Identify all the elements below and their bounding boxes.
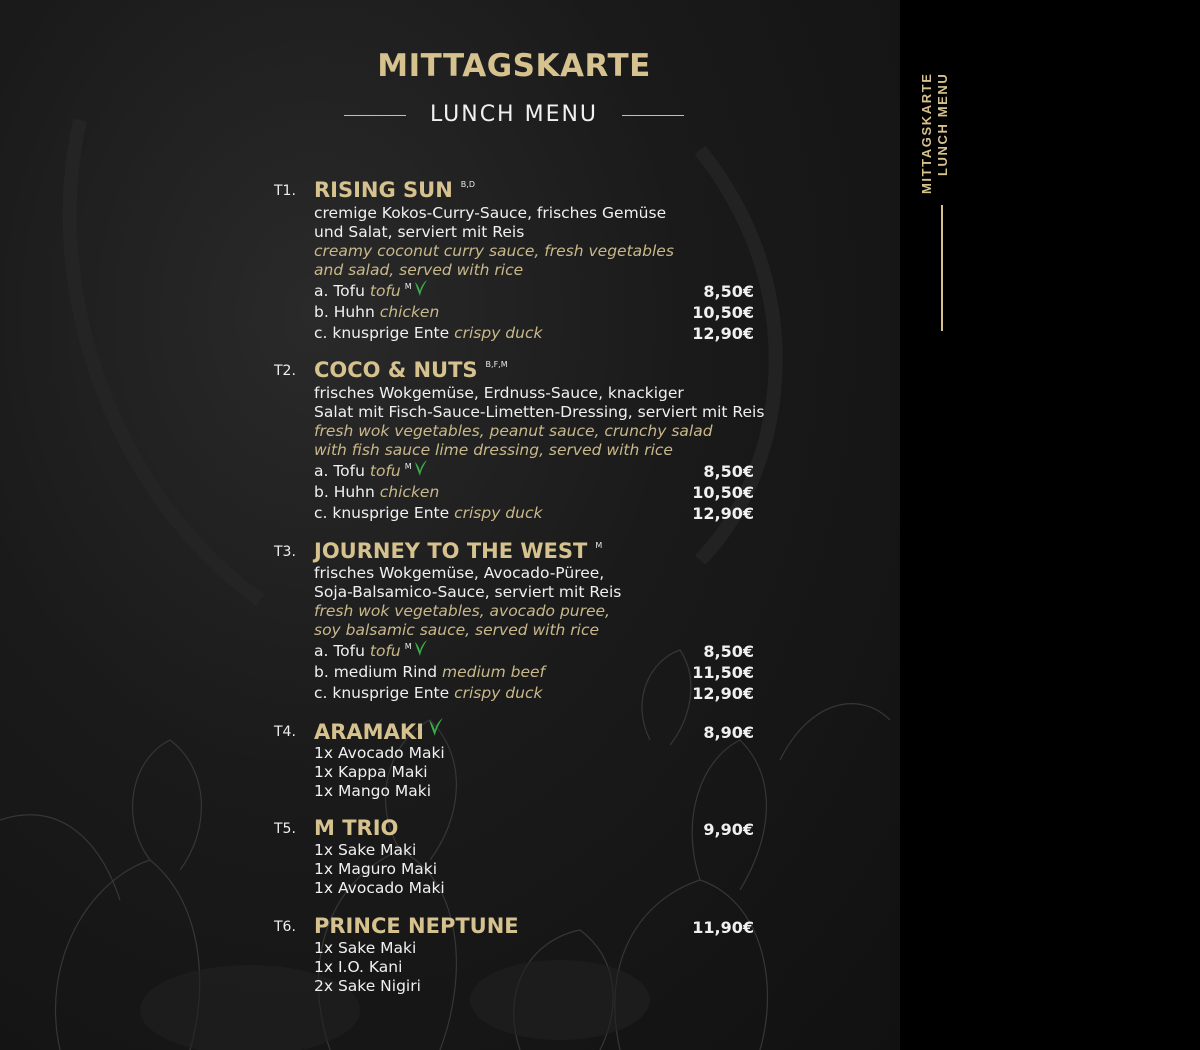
option-label-de: b. medium Rind (314, 663, 438, 681)
item-description-en: creamy coconut curry sauce, fresh vegetables (314, 242, 674, 260)
item-content-line: 1x Sake Maki (314, 939, 417, 957)
item-content-line: 2x Sake Nigiri (314, 977, 421, 995)
item-content-line: 1x Sake Maki (314, 841, 417, 859)
item-number: T6. (274, 919, 296, 935)
menu-item-t6 (274, 914, 754, 999)
option-label-en: chicken (379, 483, 440, 501)
subtitle-block (344, 100, 684, 130)
item-name (314, 816, 398, 840)
vegan-leaf-icon (428, 717, 444, 742)
item-name-text: ARAMAKI (314, 720, 424, 744)
menu-item-t2 (274, 358, 765, 528)
item-description-de: Salat mit Fisch-Sauce-Limetten-Dressing, serviert mit Reis (314, 403, 765, 421)
item-description-de: frisches Wokgemüse, Avocado-Püree, (314, 564, 605, 582)
menu-option (314, 462, 754, 482)
item-name (314, 358, 508, 382)
item-content-line: 1x Maguro Maki (314, 860, 438, 878)
option-price: 12,90€ (692, 684, 754, 703)
item-description-en: soy balsamic sauce, served with rice (314, 621, 600, 639)
option-label-en: crispy duck (454, 504, 543, 522)
item-description-de: Soja-Balsamico-Sauce, serviert mit Reis (314, 583, 622, 601)
option-label-de: b. Huhn (314, 483, 375, 501)
item-content-line: 1x Avocado Maki (314, 879, 445, 897)
item-description-de: cremige Kokos-Curry-Sauce, frisches Gemüse (314, 204, 667, 222)
option-label-de: c. knusprige Ente (314, 684, 450, 702)
item-number: T1. (274, 183, 296, 199)
option-price: 12,90€ (692, 324, 754, 343)
side-title-line1: MITTAGSKARTE (919, 72, 934, 194)
subtitle-rule-right (622, 115, 684, 116)
item-name-text: PRINCE NEPTUNE (314, 914, 519, 938)
item-description-de: frisches Wokgemüse, Erdnuss-Sauce, knackiger (314, 384, 684, 402)
option-price: 12,90€ (692, 504, 754, 523)
menu-option (314, 642, 754, 662)
vegan-leaf-icon (414, 639, 428, 661)
item-name (314, 719, 444, 744)
page-title: MITTAGSKARTE (377, 48, 651, 84)
menu-option (314, 303, 754, 323)
item-content-line: 1x Avocado Maki (314, 744, 445, 762)
item-number: T5. (274, 821, 296, 837)
menu-option (314, 483, 754, 503)
option-label-de: b. Huhn (314, 303, 375, 321)
item-name-text: RISING SUN (314, 178, 453, 202)
option-label-de: c. knusprige Ente (314, 504, 450, 522)
item-content-line: 1x Mango Maki (314, 782, 432, 800)
allergen-codes: B,D (460, 180, 475, 189)
item-price: 8,90€ (703, 723, 754, 742)
menu-option (314, 504, 754, 524)
option-price: 8,50€ (703, 462, 754, 481)
option-price: 10,50€ (692, 303, 754, 322)
allergen-codes: M (595, 541, 603, 550)
option-label-de: a. Tofu (314, 642, 365, 660)
item-name-text: COCO & NUTS (314, 358, 478, 382)
menu-item-t4 (274, 719, 754, 804)
option-label-en: crispy duck (454, 324, 543, 342)
menu-option (314, 282, 754, 302)
side-title-line2: LUNCH MENU (935, 72, 950, 176)
option-label-de: a. Tofu (314, 282, 365, 300)
item-number: T2. (274, 363, 296, 379)
item-price: 11,90€ (692, 918, 754, 937)
option-label-de: a. Tofu (314, 462, 365, 480)
item-number: T4. (274, 724, 296, 740)
allergen-codes: B,F,M (485, 360, 508, 369)
menu-item-t3 (274, 539, 754, 709)
option-price: 10,50€ (692, 483, 754, 502)
side-vertical-title (915, 48, 955, 198)
allergen-code: M (404, 462, 412, 471)
option-label-en: chicken (379, 303, 440, 321)
option-price: 8,50€ (703, 282, 754, 301)
option-label-en: tofu (369, 642, 401, 660)
item-description-en: fresh wok vegetables, avocado puree, (314, 602, 610, 620)
side-divider (941, 205, 943, 331)
menu-option (314, 663, 754, 683)
item-name-text: M TRIO (314, 816, 399, 840)
vegan-leaf-icon (414, 279, 428, 301)
menu-option (314, 684, 754, 704)
item-number: T3. (274, 544, 296, 560)
item-description-en: with fish sauce lime dressing, served with rice (314, 441, 673, 459)
item-name (314, 178, 475, 202)
option-label-en: crispy duck (454, 684, 543, 702)
item-name (314, 539, 602, 563)
option-label-en: medium beef (442, 663, 545, 681)
menu-item-t1 (274, 178, 754, 348)
item-name-text: JOURNEY TO THE WEST (314, 539, 588, 563)
menu-option (314, 324, 754, 344)
item-price: 9,90€ (703, 820, 754, 839)
option-label-en: tofu (369, 282, 401, 300)
allergen-code: M (404, 642, 412, 651)
item-name (314, 914, 519, 938)
page-subtitle: LUNCH MENU (429, 102, 599, 127)
allergen-code: M (404, 282, 412, 291)
item-description-en: fresh wok vegetables, peanut sauce, crunchy salad (314, 422, 713, 440)
item-content-line: 1x Kappa Maki (314, 763, 428, 781)
option-price: 11,50€ (692, 663, 754, 682)
vegan-leaf-icon (414, 459, 428, 481)
item-description-en: and salad, served with rice (314, 261, 524, 279)
option-price: 8,50€ (703, 642, 754, 661)
option-label-en: tofu (369, 462, 401, 480)
menu-item-t5 (274, 816, 754, 901)
item-content-line: 1x I.O. Kani (314, 958, 403, 976)
item-description-de: und Salat, serviert mit Reis (314, 223, 525, 241)
option-label-de: c. knusprige Ente (314, 324, 450, 342)
